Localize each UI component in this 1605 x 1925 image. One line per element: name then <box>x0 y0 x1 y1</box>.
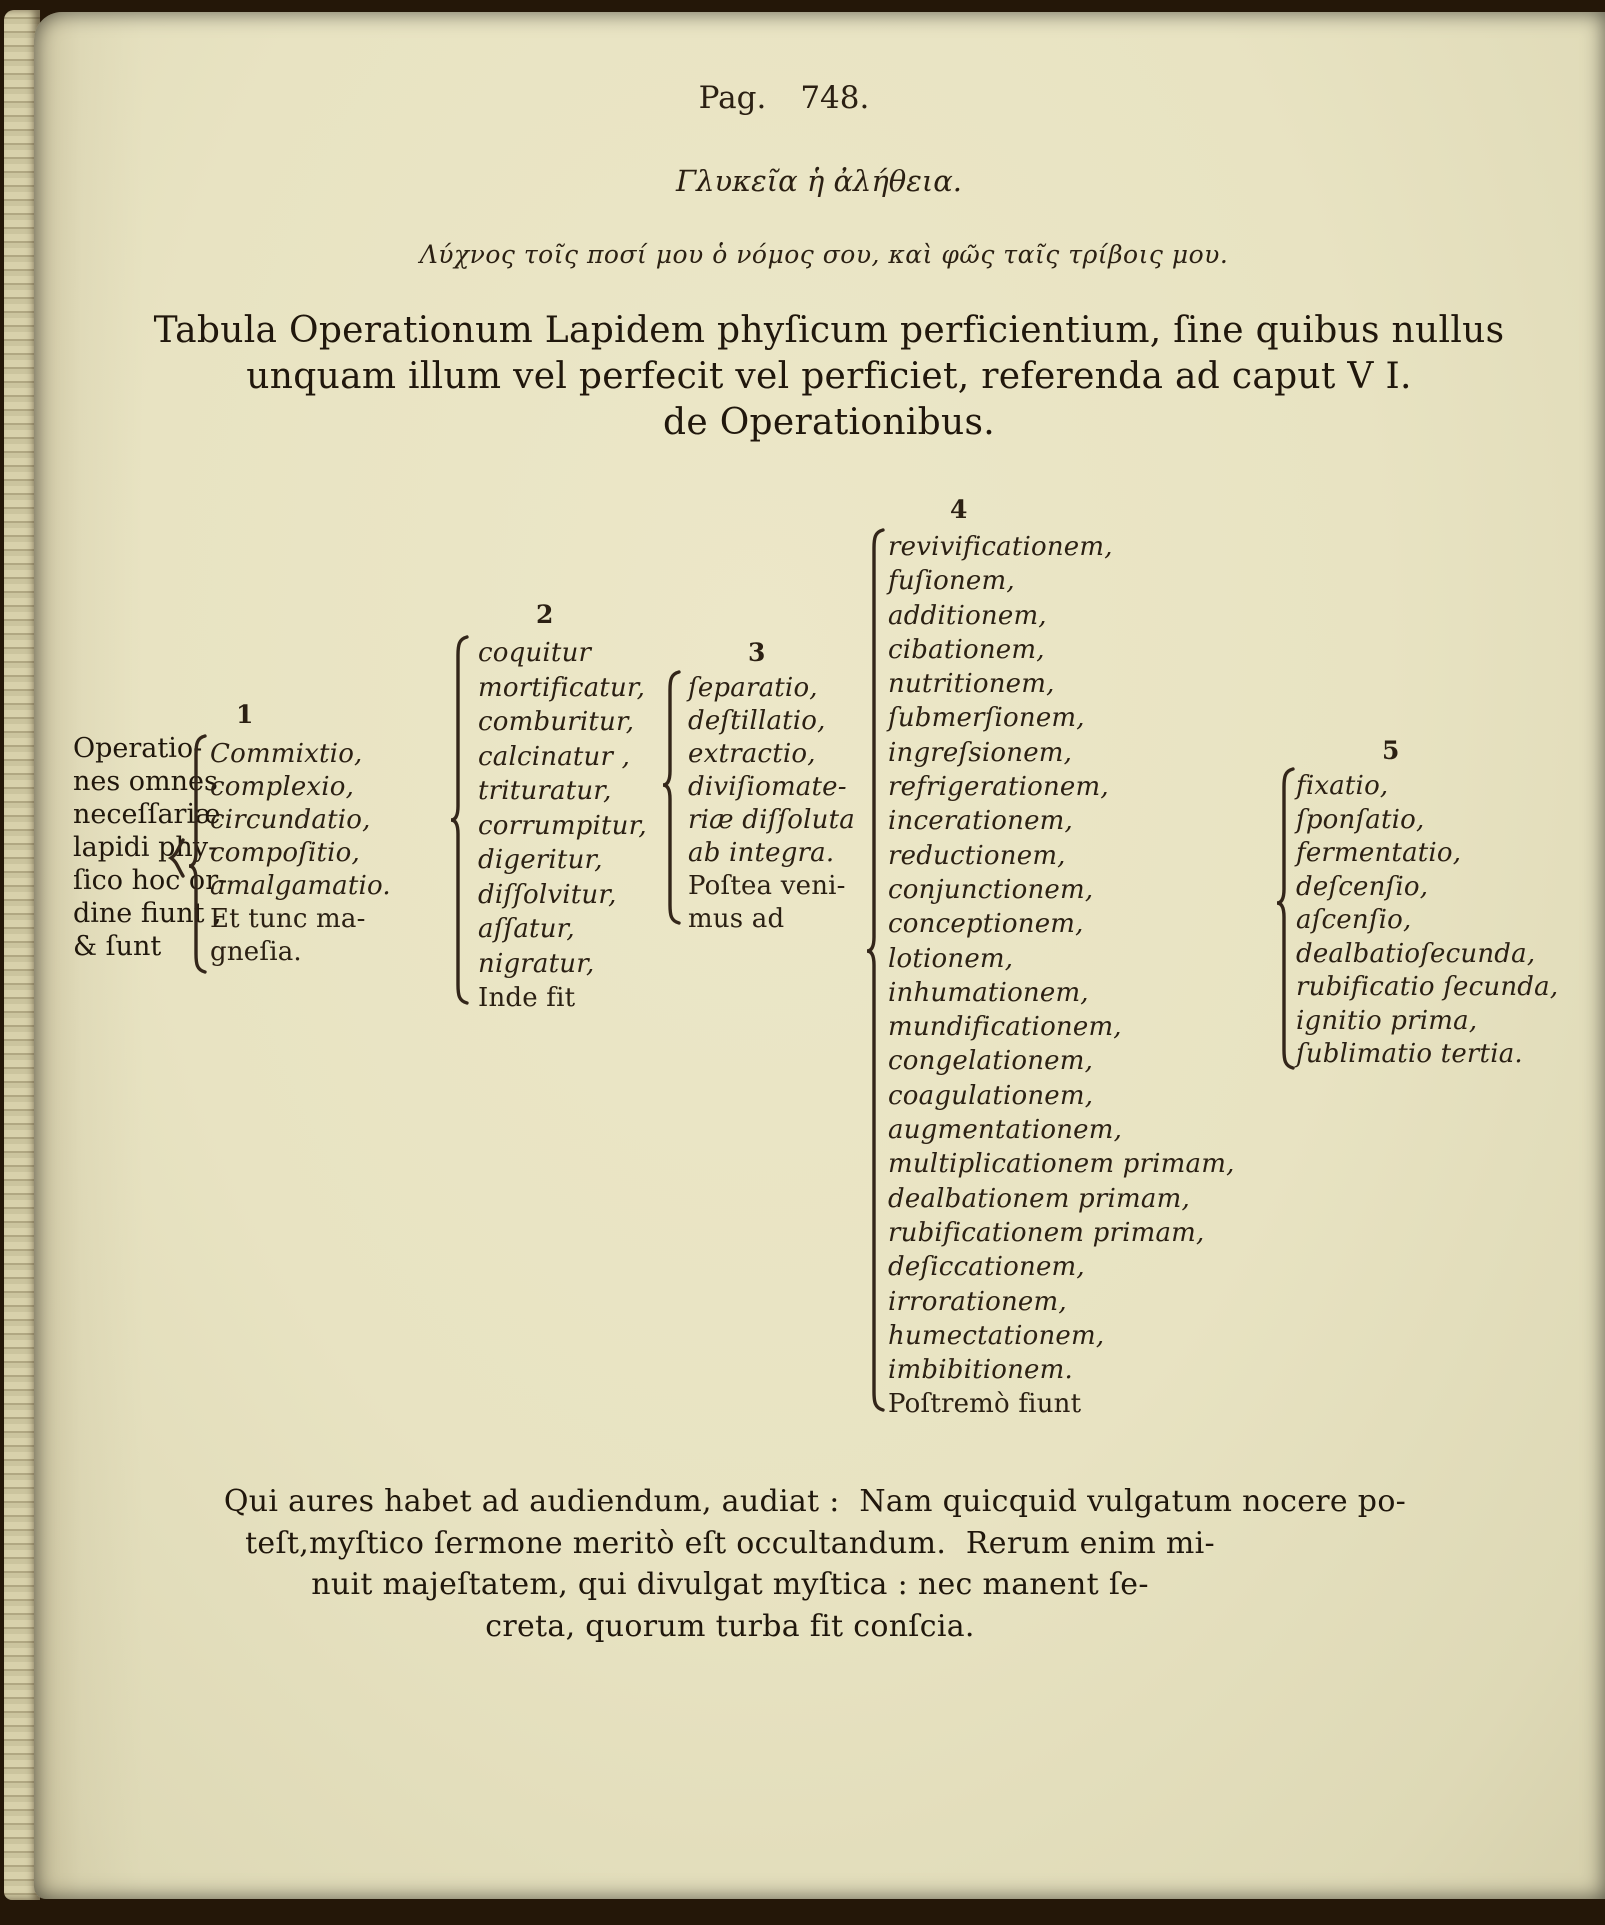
column-3-number: 3 <box>748 638 767 667</box>
title-line-3: de Operationibus. <box>663 402 995 443</box>
column-5 <box>1296 770 1558 1072</box>
column-3-brace <box>662 670 682 925</box>
column-1-items: Commixtio, complexio, circundatio, compoſitio, amalgamatio. <box>210 739 391 901</box>
column-4-brace <box>866 528 886 1412</box>
column-2-brace <box>450 635 470 1005</box>
running-head <box>634 80 934 116</box>
closing-line-1: Qui aures habet ad audiendum, audiat : Nam quicquid vulgatum nocere po- <box>223 1484 1407 1519</box>
column-1-number: 1 <box>236 700 255 729</box>
column-1-brace <box>188 734 208 974</box>
closing-line-3: nuit majeſtatem, qui divulgat myſtica : nec manent ſe- <box>311 1567 1149 1602</box>
intro-connector-brace <box>170 838 184 878</box>
page-number: 748. <box>800 80 870 116</box>
title-line-1: Tabula Operationum Lapidem phyſicum perficientium, ſine quibus nullus <box>153 310 1505 351</box>
column-1 <box>210 738 391 969</box>
column-2 <box>478 636 647 1016</box>
column-5-number: 5 <box>1382 736 1401 765</box>
page <box>34 12 1605 1899</box>
greek-verse: Λύχνος τοῖς ποσί μου ὁ νόμος σου, καὶ φῶς ταῖς τρίβοις μου. <box>419 240 1229 269</box>
title-line-2: unquam illum vel perfecit vel perficiet, referenda ad caput V I. <box>246 356 1412 397</box>
column-2-number: 2 <box>536 600 555 629</box>
column-1-tail: Et tunc ma- gneſia. <box>210 904 366 967</box>
column-3-items: ſeparatio, deſtillatio, extractio, diviſiomate- riæ diſſoluta ab integra. <box>688 673 855 868</box>
column-2-tail: Inde fit <box>478 983 576 1013</box>
column-2-items: coquitur mortificatur, comburitur, calcinatur , trituratur, corrumpitur, digeritur, diſſolvitur, aſſatur, nigratur, <box>478 638 647 979</box>
column-4 <box>888 530 1235 1422</box>
column-4-items: revivificationem, fuſionem, additionem, cibationem, nutritionem, ſubmerſionem, ingreſsionem, refrigerationem, incerationem, reductionem, conjunctionem, conceptionem, lotionem, inhumationem, mundificationem, congelationem, coagulationem, augmentationem, multiplicationem primam, dealbationem primam, rubificationem primam, deſiccationem, irrorationem, humectationem, imbibitionem. <box>888 532 1235 1386</box>
table-intro-label: Operatio- nes omnes neceſſariæ lapidi phy- ſico hoc or- dine fiunt , & ſunt <box>73 733 228 962</box>
column-5-items: fixatio, ſponſatio, fermentatio, deſcenſio, aſcenſio, dealbatioſecunda, rubificatio ſecunda, ignitio prima, ſublimatio tertia. <box>1296 771 1559 1069</box>
column-4-number: 4 <box>950 495 969 524</box>
pag-label: Pag. <box>698 80 767 116</box>
table-title <box>109 308 1549 446</box>
column-3-tail: Poſtea veni- mus ad <box>688 871 846 934</box>
greek-motto: Γλυκεῖα ἡ ἀλήθεια. <box>675 164 962 198</box>
column-4-tail: Poſtremò fiunt <box>888 1389 1082 1420</box>
closing-line-4: creta, quorum turba fit conſcia. <box>485 1609 975 1644</box>
column-5-brace <box>1276 767 1296 1070</box>
closing-line-2: teſt,myſtico ſermone meritò eſt occultandum. Rerum enim mi- <box>245 1526 1215 1561</box>
column-3 <box>688 672 855 936</box>
